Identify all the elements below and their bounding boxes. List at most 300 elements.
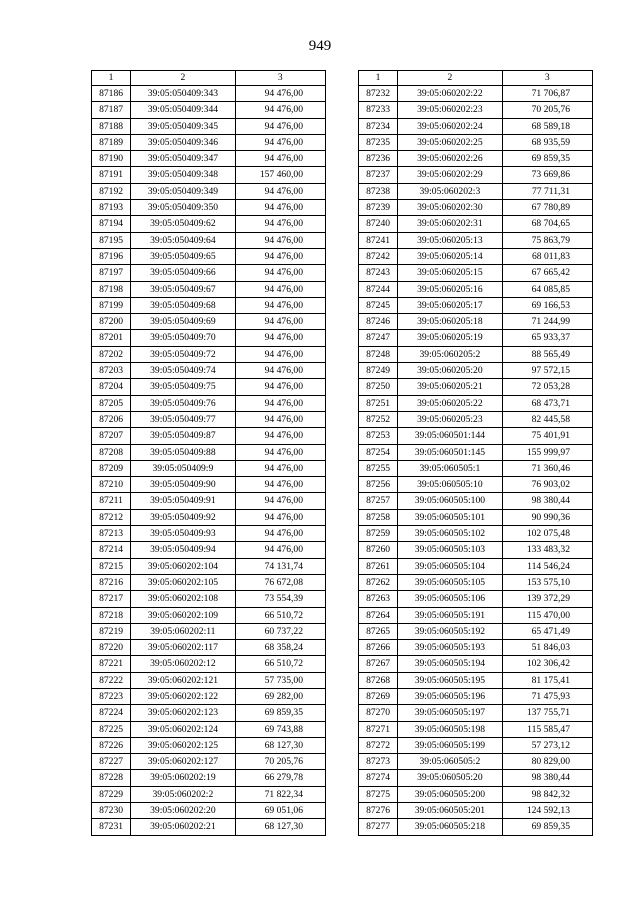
cadastral-number-cell: 39:05:060205:23 [398, 411, 502, 427]
value-cell: 94 476,00 [235, 346, 325, 362]
value-cell: 94 476,00 [235, 216, 325, 232]
table-row [92, 86, 326, 102]
table-row [359, 395, 593, 411]
value-cell: 157 460,00 [235, 167, 325, 183]
table-row [92, 591, 326, 607]
value-cell: 94 476,00 [235, 86, 325, 102]
value-cell: 102 075,48 [502, 526, 592, 542]
table-row [359, 737, 593, 753]
value-cell: 94 476,00 [235, 428, 325, 444]
cadastral-number-cell: 39:05:050409:343 [131, 86, 235, 102]
table-row [359, 411, 593, 427]
cadastral-number-cell: 39:05:060205:17 [398, 297, 502, 313]
table-row [92, 607, 326, 623]
row-number-cell: 87202 [92, 346, 131, 362]
table-row [359, 232, 593, 248]
row-number-cell: 87224 [92, 705, 131, 721]
table-row [359, 330, 593, 346]
row-number-cell: 87195 [92, 232, 131, 248]
cadastral-number-cell: 39:05:050409:75 [131, 379, 235, 395]
row-number-cell: 87242 [359, 248, 398, 264]
table-row [92, 803, 326, 819]
table-row [92, 151, 326, 167]
column-header-1: 1 [92, 71, 131, 86]
cadastral-number-cell: 39:05:060505:2 [398, 754, 502, 770]
cadastral-number-cell: 39:05:060505:101 [398, 509, 502, 525]
row-number-cell: 87210 [92, 477, 131, 493]
cadastral-number-cell: 39:05:060202:30 [398, 200, 502, 216]
value-cell: 98 380,44 [502, 493, 592, 509]
row-number-cell: 87212 [92, 509, 131, 525]
cadastral-number-cell: 39:05:060505:199 [398, 737, 502, 753]
row-number-cell: 87200 [92, 314, 131, 330]
row-number-cell: 87226 [92, 737, 131, 753]
row-number-cell: 87216 [92, 574, 131, 590]
cadastral-number-cell: 39:05:060202:121 [131, 672, 235, 688]
value-cell: 97 572,15 [502, 363, 592, 379]
value-cell: 69 859,35 [235, 705, 325, 721]
value-cell: 68 358,24 [235, 640, 325, 656]
value-cell: 68 935,59 [502, 134, 592, 150]
value-cell: 66 279,78 [235, 770, 325, 786]
row-number-cell: 87189 [92, 134, 131, 150]
row-number-cell: 87205 [92, 395, 131, 411]
row-number-cell: 87193 [92, 200, 131, 216]
cadastral-number-cell: 39:05:060202:25 [398, 134, 502, 150]
cadastral-number-cell: 39:05:050409:72 [131, 346, 235, 362]
row-number-cell: 87230 [92, 803, 131, 819]
row-number-cell: 87206 [92, 411, 131, 427]
value-cell: 67 780,89 [502, 200, 592, 216]
table-row [92, 281, 326, 297]
value-cell: 75 401,91 [502, 428, 592, 444]
table-row [359, 86, 593, 102]
cadastral-number-cell: 39:05:060202:20 [131, 803, 235, 819]
row-number-cell: 87252 [359, 411, 398, 427]
value-cell: 71 244,99 [502, 314, 592, 330]
value-cell: 66 510,72 [235, 656, 325, 672]
cadastral-number-cell: 39:05:060202:24 [398, 118, 502, 134]
row-number-cell: 87213 [92, 526, 131, 542]
table-row [359, 607, 593, 623]
value-cell: 60 737,22 [235, 623, 325, 639]
cadastral-number-cell: 39:05:060202:105 [131, 574, 235, 590]
table-row [92, 819, 326, 835]
value-cell: 64 085,85 [502, 281, 592, 297]
table-row [359, 281, 593, 297]
value-cell: 57 735,00 [235, 672, 325, 688]
value-cell: 69 859,35 [502, 151, 592, 167]
value-cell: 68 589,18 [502, 118, 592, 134]
row-number-cell: 87220 [92, 640, 131, 656]
value-cell: 71 475,93 [502, 688, 592, 704]
column-header-3: 3 [502, 71, 592, 86]
row-number-cell: 87261 [359, 558, 398, 574]
cadastral-number-cell: 39:05:060505:195 [398, 672, 502, 688]
row-number-cell: 87246 [359, 314, 398, 330]
table-row [359, 428, 593, 444]
cadastral-number-cell: 39:05:060202:104 [131, 558, 235, 574]
value-cell: 94 476,00 [235, 460, 325, 476]
cadastral-number-cell: 39:05:060505:106 [398, 591, 502, 607]
cadastral-number-cell: 39:05:050409:349 [131, 183, 235, 199]
cadastral-number-cell: 39:05:050409:93 [131, 526, 235, 542]
table-row [359, 314, 593, 330]
table-row [92, 786, 326, 802]
row-number-cell: 87228 [92, 770, 131, 786]
cadastral-number-cell: 39:05:060205:20 [398, 363, 502, 379]
value-cell: 94 476,00 [235, 509, 325, 525]
table-row [92, 737, 326, 753]
table-row [92, 558, 326, 574]
value-cell: 94 476,00 [235, 493, 325, 509]
value-cell: 98 842,32 [502, 786, 592, 802]
cadastral-number-cell: 39:05:060505:201 [398, 803, 502, 819]
cadastral-number-cell: 39:05:060505:104 [398, 558, 502, 574]
row-number-cell: 87196 [92, 248, 131, 264]
cadastral-number-cell: 39:05:060505:100 [398, 493, 502, 509]
row-number-cell: 87217 [92, 591, 131, 607]
row-number-cell: 87198 [92, 281, 131, 297]
table-row [359, 151, 593, 167]
table-row [92, 232, 326, 248]
value-cell: 94 476,00 [235, 395, 325, 411]
table-row [359, 786, 593, 802]
table-row [359, 460, 593, 476]
value-cell: 94 476,00 [235, 330, 325, 346]
cadastral-number-cell: 39:05:050409:68 [131, 297, 235, 313]
table-row [92, 411, 326, 427]
table-row [359, 558, 593, 574]
row-number-cell: 87276 [359, 803, 398, 819]
value-cell: 153 575,10 [502, 574, 592, 590]
row-number-cell: 87260 [359, 542, 398, 558]
row-number-cell: 87231 [92, 819, 131, 835]
cadastral-number-cell: 39:05:060202:122 [131, 688, 235, 704]
cadastral-number-cell: 39:05:050409:344 [131, 102, 235, 118]
cadastral-number-cell: 39:05:060205:14 [398, 248, 502, 264]
row-number-cell: 87248 [359, 346, 398, 362]
row-number-cell: 87187 [92, 102, 131, 118]
table-row [359, 623, 593, 639]
table-row [92, 526, 326, 542]
table-row [92, 656, 326, 672]
table-row [359, 819, 593, 835]
value-cell: 76 903,02 [502, 477, 592, 493]
table-row [359, 248, 593, 264]
cadastral-number-cell: 39:05:060202:2 [131, 786, 235, 802]
row-number-cell: 87245 [359, 297, 398, 313]
cadastral-number-cell: 39:05:050409:64 [131, 232, 235, 248]
value-cell: 71 360,46 [502, 460, 592, 476]
row-number-cell: 87275 [359, 786, 398, 802]
cadastral-number-cell: 39:05:060205:19 [398, 330, 502, 346]
table-header-row [92, 71, 326, 86]
value-cell: 70 205,76 [502, 102, 592, 118]
row-number-cell: 87255 [359, 460, 398, 476]
cadastral-number-cell: 39:05:060505:102 [398, 526, 502, 542]
row-number-cell: 87263 [359, 591, 398, 607]
value-cell: 68 127,30 [235, 819, 325, 835]
column-header-1: 1 [359, 71, 398, 86]
row-number-cell: 87264 [359, 607, 398, 623]
table-row [359, 721, 593, 737]
row-number-cell: 87207 [92, 428, 131, 444]
value-cell: 137 755,71 [502, 705, 592, 721]
table-row [92, 297, 326, 313]
table-row [359, 477, 593, 493]
cadastral-number-cell: 39:05:050409:77 [131, 411, 235, 427]
row-number-cell: 87190 [92, 151, 131, 167]
cadastral-number-cell: 39:05:060202:19 [131, 770, 235, 786]
table-row [92, 248, 326, 264]
value-cell: 133 483,32 [502, 542, 592, 558]
table-row [92, 460, 326, 476]
row-number-cell: 87268 [359, 672, 398, 688]
cadastral-number-cell: 39:05:060205:22 [398, 395, 502, 411]
row-number-cell: 87269 [359, 688, 398, 704]
row-number-cell: 87238 [359, 183, 398, 199]
cadastral-number-cell: 39:05:050409:70 [131, 330, 235, 346]
value-cell: 67 665,42 [502, 265, 592, 281]
row-number-cell: 87191 [92, 167, 131, 183]
row-number-cell: 87219 [92, 623, 131, 639]
value-cell: 94 476,00 [235, 248, 325, 264]
cadastral-number-cell: 39:05:050409:69 [131, 314, 235, 330]
table-row [92, 640, 326, 656]
table-row [359, 134, 593, 150]
value-cell: 94 476,00 [235, 411, 325, 427]
cadastral-number-cell: 39:05:050409:350 [131, 200, 235, 216]
value-cell: 94 476,00 [235, 151, 325, 167]
value-cell: 70 205,76 [235, 754, 325, 770]
row-number-cell: 87227 [92, 754, 131, 770]
cadastral-number-cell: 39:05:060202:12 [131, 656, 235, 672]
table-row [359, 542, 593, 558]
cadastral-number-cell: 39:05:060205:16 [398, 281, 502, 297]
value-cell: 57 273,12 [502, 737, 592, 753]
cadastral-number-cell: 39:05:050409:66 [131, 265, 235, 281]
cadastral-number-cell: 39:05:050409:92 [131, 509, 235, 525]
table-row [359, 591, 593, 607]
cadastral-number-cell: 39:05:050409:91 [131, 493, 235, 509]
value-cell: 51 846,03 [502, 640, 592, 656]
cadastral-number-cell: 39:05:050409:90 [131, 477, 235, 493]
cadastral-number-cell: 39:05:050409:348 [131, 167, 235, 183]
value-cell: 139 372,29 [502, 591, 592, 607]
cadastral-number-cell: 39:05:050409:74 [131, 363, 235, 379]
value-cell: 69 051,06 [235, 803, 325, 819]
cadastral-number-cell: 39:05:060205:21 [398, 379, 502, 395]
row-number-cell: 87244 [359, 281, 398, 297]
row-number-cell: 87214 [92, 542, 131, 558]
cadastral-number-cell: 39:05:060205:13 [398, 232, 502, 248]
row-number-cell: 87235 [359, 134, 398, 150]
column-header-3: 3 [235, 71, 325, 86]
value-cell: 77 711,31 [502, 183, 592, 199]
table-row [359, 803, 593, 819]
table-row [359, 526, 593, 542]
table-row [92, 167, 326, 183]
cadastral-number-cell: 39:05:050409:347 [131, 151, 235, 167]
row-number-cell: 87221 [92, 656, 131, 672]
value-cell: 80 829,00 [502, 754, 592, 770]
table-row [92, 314, 326, 330]
value-cell: 94 476,00 [235, 102, 325, 118]
row-number-cell: 87257 [359, 493, 398, 509]
value-cell: 74 131,74 [235, 558, 325, 574]
table-row [359, 444, 593, 460]
table-row [92, 493, 326, 509]
cadastral-number-cell: 39:05:060205:15 [398, 265, 502, 281]
cadastral-number-cell: 39:05:060505:191 [398, 607, 502, 623]
table-row [359, 493, 593, 509]
value-cell: 68 704,65 [502, 216, 592, 232]
row-number-cell: 87270 [359, 705, 398, 721]
column-header-2: 2 [131, 71, 235, 86]
table-row [359, 705, 593, 721]
value-cell: 98 380,44 [502, 770, 592, 786]
row-number-cell: 87256 [359, 477, 398, 493]
cadastral-number-cell: 39:05:060202:127 [131, 754, 235, 770]
value-cell: 69 282,00 [235, 688, 325, 704]
row-number-cell: 87201 [92, 330, 131, 346]
value-cell: 68 011,83 [502, 248, 592, 264]
table-row [92, 509, 326, 525]
cadastral-number-cell: 39:05:060505:105 [398, 574, 502, 590]
table-row [92, 265, 326, 281]
cadastral-number-cell: 39:05:060205:18 [398, 314, 502, 330]
cadastral-number-cell: 39:05:050409:87 [131, 428, 235, 444]
table-row [92, 183, 326, 199]
value-cell: 66 510,72 [235, 607, 325, 623]
registry-table-left [91, 70, 326, 836]
row-number-cell: 87211 [92, 493, 131, 509]
value-cell: 94 476,00 [235, 444, 325, 460]
row-number-cell: 87208 [92, 444, 131, 460]
row-number-cell: 87194 [92, 216, 131, 232]
row-number-cell: 87240 [359, 216, 398, 232]
row-number-cell: 87225 [92, 721, 131, 737]
cadastral-number-cell: 39:05:060202:23 [398, 102, 502, 118]
value-cell: 114 546,24 [502, 558, 592, 574]
table-row [359, 640, 593, 656]
table-row [359, 574, 593, 590]
row-number-cell: 87192 [92, 183, 131, 199]
value-cell: 94 476,00 [235, 363, 325, 379]
cadastral-number-cell: 39:05:060505:192 [398, 623, 502, 639]
value-cell: 94 476,00 [235, 200, 325, 216]
table-row [92, 363, 326, 379]
table-row [92, 477, 326, 493]
table-body-right [359, 86, 593, 836]
table-row [359, 297, 593, 313]
row-number-cell: 87249 [359, 363, 398, 379]
row-number-cell: 87258 [359, 509, 398, 525]
value-cell: 73 669,86 [502, 167, 592, 183]
cadastral-number-cell: 39:05:050409:65 [131, 248, 235, 264]
cadastral-number-cell: 39:05:060505:193 [398, 640, 502, 656]
value-cell: 94 476,00 [235, 314, 325, 330]
table-row [359, 672, 593, 688]
value-cell: 88 565,49 [502, 346, 592, 362]
value-cell: 65 933,37 [502, 330, 592, 346]
cadastral-number-cell: 39:05:060202:3 [398, 183, 502, 199]
value-cell: 90 990,36 [502, 509, 592, 525]
row-number-cell: 87267 [359, 656, 398, 672]
table-row [359, 102, 593, 118]
table-row [359, 754, 593, 770]
table-row [92, 134, 326, 150]
cadastral-number-cell: 39:05:050409:346 [131, 134, 235, 150]
row-number-cell: 87199 [92, 297, 131, 313]
cadastral-number-cell: 39:05:060205:2 [398, 346, 502, 362]
cadastral-number-cell: 39:05:050409:345 [131, 118, 235, 134]
value-cell: 69 166,53 [502, 297, 592, 313]
cadastral-number-cell: 39:05:060505:218 [398, 819, 502, 835]
cadastral-number-cell: 39:05:060505:194 [398, 656, 502, 672]
cadastral-number-cell: 39:05:050409:67 [131, 281, 235, 297]
value-cell: 68 127,30 [235, 737, 325, 753]
table-row [92, 216, 326, 232]
table-row [92, 770, 326, 786]
table-row [92, 705, 326, 721]
cadastral-number-cell: 39:05:050409:76 [131, 395, 235, 411]
row-number-cell: 87262 [359, 574, 398, 590]
table-row [92, 330, 326, 346]
cadastral-number-cell: 39:05:060202:29 [398, 167, 502, 183]
cadastral-number-cell: 39:05:060202:21 [131, 819, 235, 835]
row-number-cell: 87186 [92, 86, 131, 102]
table-header-row [359, 71, 593, 86]
page-number: 949 [308, 38, 332, 54]
cadastral-number-cell: 39:05:060202:125 [131, 737, 235, 753]
table-row [359, 183, 593, 199]
row-number-cell: 87265 [359, 623, 398, 639]
value-cell: 94 476,00 [235, 118, 325, 134]
table-row [92, 346, 326, 362]
cadastral-number-cell: 39:05:060202:117 [131, 640, 235, 656]
row-number-cell: 87239 [359, 200, 398, 216]
row-number-cell: 87188 [92, 118, 131, 134]
row-number-cell: 87271 [359, 721, 398, 737]
value-cell: 94 476,00 [235, 183, 325, 199]
cadastral-number-cell: 39:05:050409:9 [131, 460, 235, 476]
value-cell: 94 476,00 [235, 477, 325, 493]
cadastral-number-cell: 39:05:060202:31 [398, 216, 502, 232]
table-row [92, 102, 326, 118]
table-row [92, 623, 326, 639]
row-number-cell: 87277 [359, 819, 398, 835]
row-number-cell: 87215 [92, 558, 131, 574]
table-row [359, 656, 593, 672]
value-cell: 71 706,87 [502, 86, 592, 102]
value-cell: 68 473,71 [502, 395, 592, 411]
cadastral-number-cell: 39:05:060505:197 [398, 705, 502, 721]
cadastral-number-cell: 39:05:060505:103 [398, 542, 502, 558]
cadastral-number-cell: 39:05:060505:198 [398, 721, 502, 737]
row-number-cell: 87259 [359, 526, 398, 542]
value-cell: 76 672,08 [235, 574, 325, 590]
table-row [92, 574, 326, 590]
value-cell: 115 470,00 [502, 607, 592, 623]
table-row [92, 428, 326, 444]
cadastral-number-cell: 39:05:050409:62 [131, 216, 235, 232]
row-number-cell: 87241 [359, 232, 398, 248]
row-number-cell: 87209 [92, 460, 131, 476]
value-cell: 82 445,58 [502, 411, 592, 427]
value-cell: 73 554,39 [235, 591, 325, 607]
